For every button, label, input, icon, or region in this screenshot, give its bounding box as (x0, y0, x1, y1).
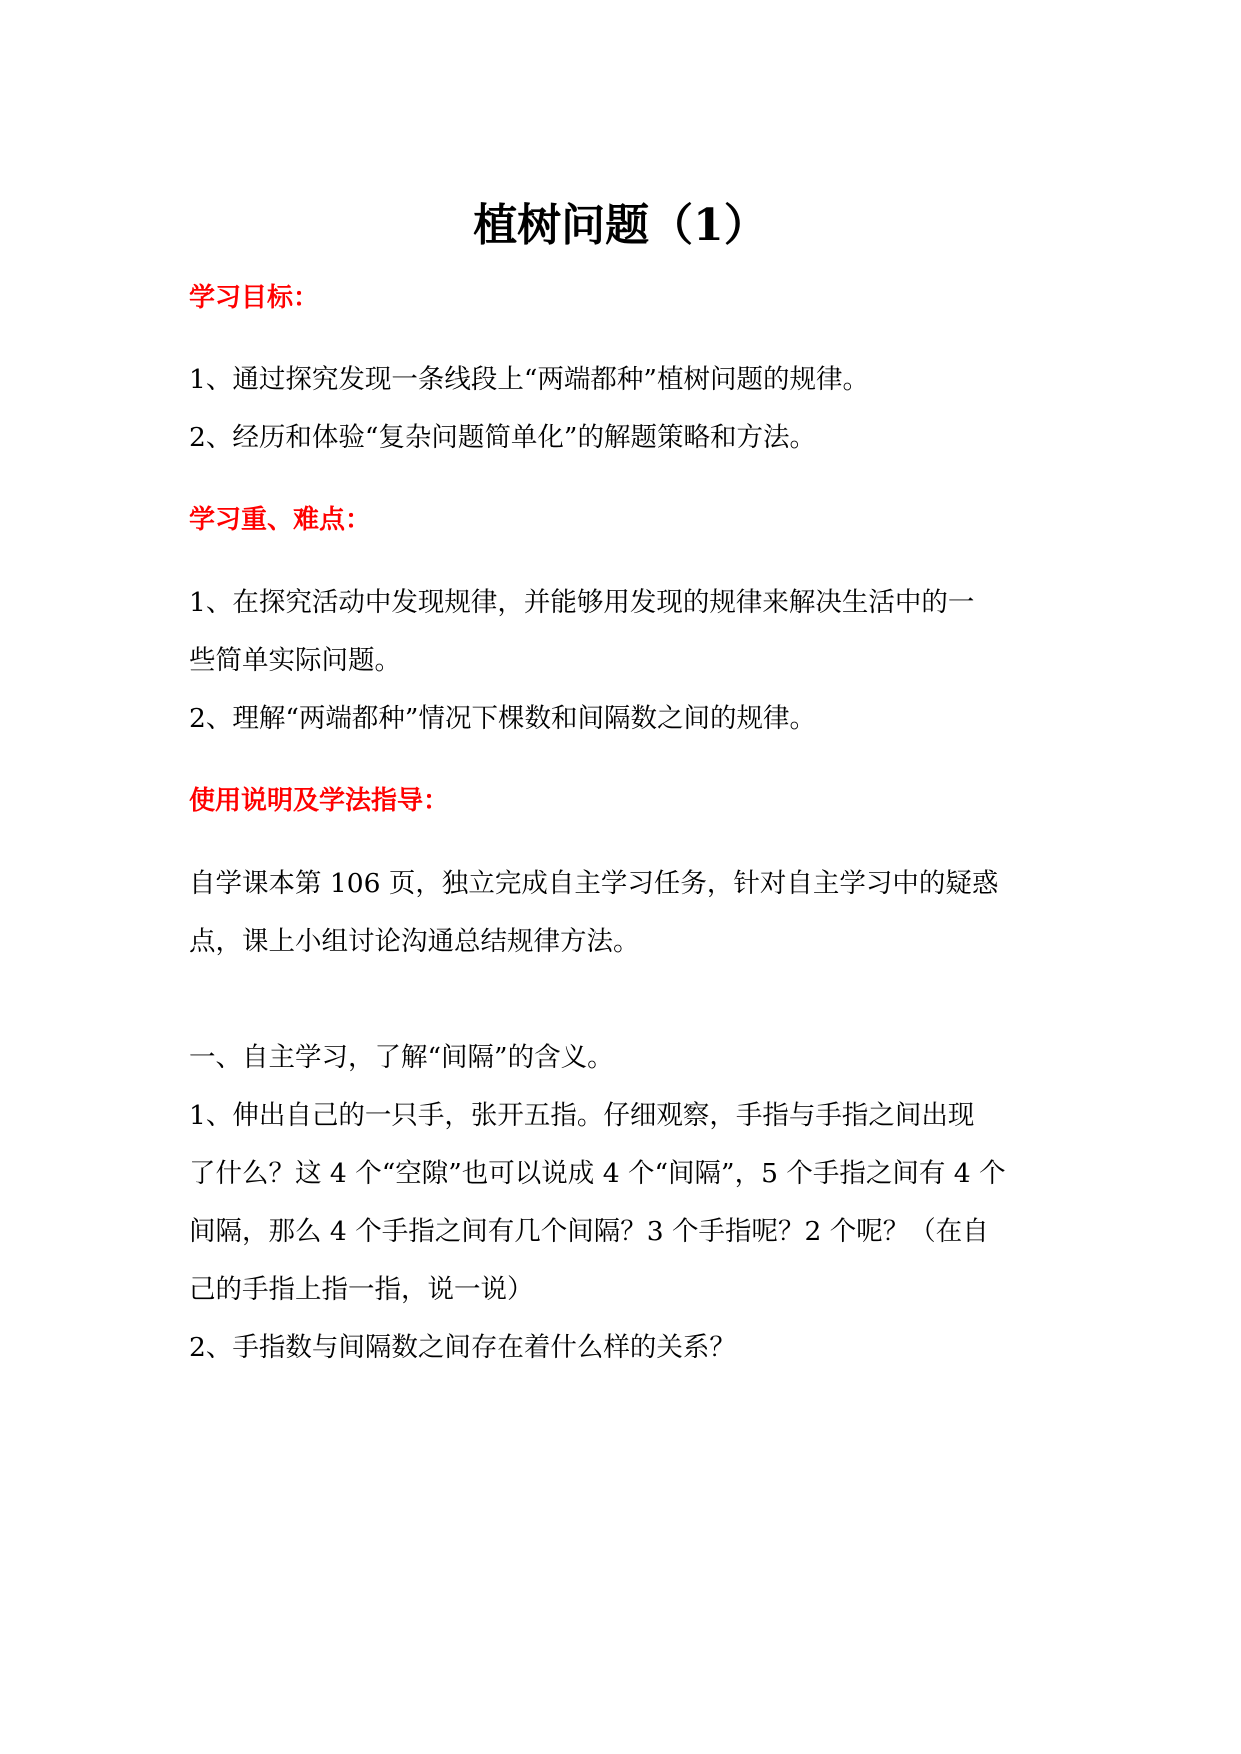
key-point-line-1: 1、在探究活动中发现规律，并能够用发现的规律来解决生活中的一 (189, 587, 975, 618)
self-study-line-2: 了什么？这 4 个“空隙”也可以说成 4 个“间隔”，5 个手指之间有 4 个 (189, 1158, 1006, 1189)
key-point-line-2: 些简单实际问题。 (189, 645, 401, 676)
self-study-line-4: 己的手指上指一指，说一说） (189, 1274, 534, 1305)
self-study-heading: 一、自主学习，了解“间隔”的含义。 (189, 1042, 614, 1073)
document-title: 植树问题（1） (473, 200, 768, 251)
self-study-line-1: 1、伸出自己的一只手，张开五指。仔细观察，手指与手指之间出现 (189, 1100, 975, 1131)
guidance-line-2: 点，课上小组讨论沟通总结规律方法。 (189, 926, 640, 957)
guidance-line-1: 自学课本第 106 页，独立完成自主学习任务，针对自主学习中的疑惑 (189, 868, 999, 899)
learning-objectives-heading: 学习目标： (189, 283, 320, 313)
usage-guidance-heading: 使用说明及学法指导： (189, 786, 450, 816)
self-study-line-5: 2、手指数与间隔数之间存在着什么样的关系？ (189, 1332, 736, 1363)
objective-item-1: 1、通过探究发现一条线段上“两端都种”植树问题的规律。 (189, 364, 869, 395)
objective-item-2: 2、经历和体验“复杂问题简单化”的解题策略和方法。 (189, 422, 816, 453)
key-point-line-3: 2、理解“两端都种”情况下棵数和间隔数之间的规律。 (189, 703, 816, 734)
key-points-heading: 学习重、难点： (189, 505, 372, 535)
self-study-line-3: 间隔，那么 4 个手指之间有几个间隔？3 个手指呢？2 个呢？（在自 (189, 1216, 989, 1247)
